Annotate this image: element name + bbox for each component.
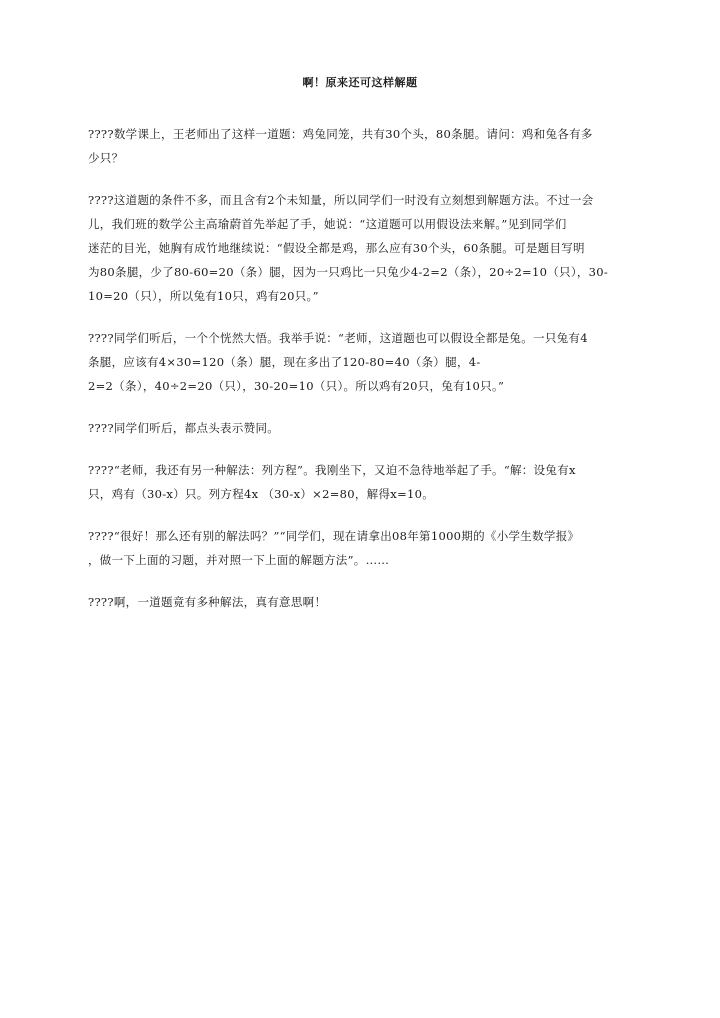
paragraph xyxy=(88,122,632,170)
paragraph-line: 10=20（只），所以兔有10只，鸡有20只。” xyxy=(88,289,319,303)
paragraph xyxy=(88,458,632,506)
paragraph-line: ????数学课上，王老师出了这样一道题：鸡兔同笼，共有30个头，80条腿。请问：鸡和兔各有多 xyxy=(88,127,593,141)
paragraph-line: ，做一下上面的习题，并对照一下上面的解题方法”。…… xyxy=(88,553,390,567)
document-title: 啊！原来还可这样解题 xyxy=(302,76,418,89)
paragraph-line: 只，鸡有（30-x）只。列方程4x （30-x）×2=80，解得x=10。 xyxy=(88,487,435,501)
paragraph xyxy=(88,188,632,308)
document-body xyxy=(88,122,632,614)
paragraph-line: 2=2（条），40÷2=20（只），30-20=10（只）。所以鸡有20只，兔有10只。” xyxy=(88,379,505,393)
paragraph-line: ????这道题的条件不多，而且含有2个未知量，所以同学们一时没有立刻想到解题方法。不过一会 xyxy=(88,193,594,207)
paragraph-line: 迷茫的目光，她胸有成竹地继续说：“假设全都是鸡，那么应有30个头，60条腿。可是题目写明 xyxy=(88,241,585,255)
paragraph xyxy=(88,590,632,614)
paragraph-line: 少只？ xyxy=(88,151,124,165)
paragraph-line: ????啊，一道题竟有多种解法，真有意思啊！ xyxy=(88,595,327,609)
paragraph-line: 为80条腿，少了80-60=20（条）腿，因为一只鸡比一只兔少4-2=2（条），20÷2=10（只），30- xyxy=(88,265,609,279)
paragraph-line: ????同学们听后，一个个恍然大悟。我举手说：“老师，这道题也可以假设全都是兔。一只兔有4 xyxy=(88,331,588,345)
paragraph xyxy=(88,326,632,398)
paragraph-line: ????“很好！那么还有别的解法吗？”“同学们，现在请拿出08年第1000期的《小学生数学报》 xyxy=(88,529,580,543)
paragraph xyxy=(88,524,632,572)
paragraph xyxy=(88,416,632,440)
paragraph-line: 条腿，应该有4×30=120（条）腿，现在多出了120-80=40（条）腿，4- xyxy=(88,355,481,369)
paragraph-line: ????同学们听后，都点头表示赞同。 xyxy=(88,421,280,435)
paragraph-line: 儿，我们班的数学公主高瑜蔚首先举起了手，她说：“这道题可以用假设法来解。”见到同学们 xyxy=(88,217,567,231)
paragraph-line: ????“老师，我还有另一种解法：列方程”。我刚坐下，又迫不急待地举起了手。“解：设兔有x xyxy=(88,463,576,477)
